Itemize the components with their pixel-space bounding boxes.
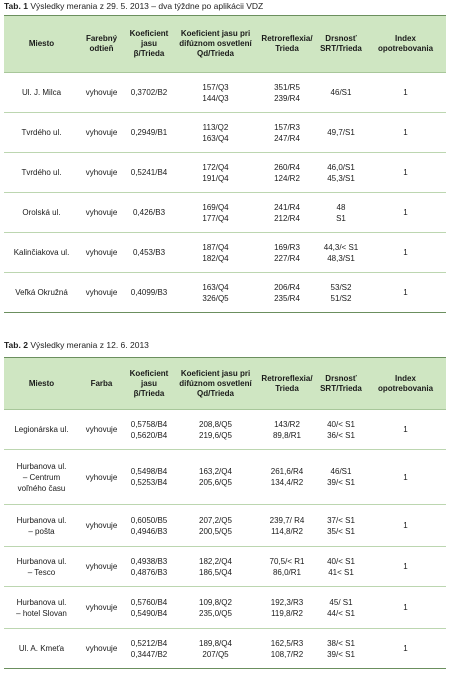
table2-caption — [4, 340, 149, 350]
table1-caption — [4, 1, 263, 11]
table2-header-line: Trieda — [275, 383, 299, 393]
table1-header-line: opotrebovania — [377, 44, 434, 53]
table1-header-index — [365, 16, 446, 73]
table2-header-line: Farba — [90, 378, 113, 388]
table2-cell-index — [365, 629, 446, 669]
table2-header-line: Drsnosť — [325, 373, 357, 383]
table2-cell-line: Ul. A. Kmeťa — [18, 644, 65, 653]
table1-cell-line: vyhovuje — [85, 248, 118, 257]
table1-cell-line: 212/R4 — [274, 213, 300, 223]
table2-cell-line: vyhovuje — [85, 472, 118, 482]
table2-header-line: β/Trieda — [133, 388, 165, 398]
table2-cell-line: 0,5253/B4 — [130, 478, 168, 487]
table1-cell-srt — [317, 233, 365, 273]
table2-cell-line: 1 — [403, 521, 408, 530]
table1-cell-line: 45,3/S1 — [327, 173, 355, 183]
table1-header-farba — [79, 16, 124, 73]
table1-cell-miesto — [4, 153, 79, 193]
table2-header-srt — [317, 358, 365, 410]
table1-cell-line: 182/Q4 — [202, 253, 229, 263]
table1-cell-qd — [174, 73, 257, 113]
table1-cell-line: 1 — [403, 288, 408, 297]
table1-cell-line: 172/Q4 — [202, 162, 229, 172]
table1-header-srt — [317, 16, 365, 73]
table1-header-line: Koeficient — [129, 29, 169, 38]
table2-cell-farba — [79, 629, 124, 669]
table1-cell-beta — [124, 113, 174, 153]
table1-cell-line: 191/Q4 — [202, 173, 229, 183]
table1-header-line: Qd/Trieda — [197, 49, 234, 58]
table1-cell-line: 53/S2 — [330, 282, 352, 292]
table1-header-line: odtieň — [89, 44, 114, 53]
table1-cell-line: 326/Q5 — [202, 293, 229, 303]
table2-header-line: SRT/Trieda — [320, 383, 362, 393]
table2-cell-beta — [124, 629, 174, 669]
table2-cell-srt — [317, 587, 365, 629]
table2-header-qd — [174, 358, 257, 410]
table-row — [4, 547, 446, 587]
table2-cell-line: 114,8/R2 — [271, 526, 303, 536]
table1-cell-line: 1 — [403, 208, 408, 217]
table1-cell-line: 260/R4 — [274, 162, 300, 172]
table1-cell-miesto — [4, 273, 79, 313]
table1-cell-line: 1 — [403, 248, 408, 257]
table1-header-line: Trieda — [275, 44, 299, 53]
table2-cell-line: 0,4876/B3 — [130, 567, 168, 577]
table1-cell-beta — [124, 193, 174, 233]
table2-cell-beta — [124, 505, 174, 547]
table2-cell-line: 108,7/R2 — [270, 649, 304, 659]
table2-cell-retro — [257, 505, 317, 547]
table2-header-index — [365, 358, 446, 410]
table2-cell-line: 207/Q5 — [202, 649, 229, 659]
table2-cell-line: 143/R2 — [274, 419, 300, 429]
table2-cell-line: 189,8/Q4 — [199, 638, 232, 648]
table1-cell-index — [365, 193, 446, 233]
table2-cell-line: Hurbanova ul. — [16, 556, 67, 566]
table2-cell-index — [365, 410, 446, 450]
table2-cell-line: 186,5/Q4 — [199, 567, 232, 577]
table1-cell-farba — [79, 113, 124, 153]
table1-header-line: Koeficient jasu pri — [180, 29, 251, 38]
table2-cell-line: 1 — [403, 425, 408, 434]
table2-cell-line: 261,6/R4 — [270, 467, 304, 476]
table2-cell-srt — [317, 629, 365, 669]
table1-header-line: SRT/Trieda — [320, 44, 362, 53]
table2-cell-line: 0,5498/B4 — [130, 467, 168, 476]
table1-cell-line: 1 — [403, 128, 408, 137]
table2-cell-retro — [257, 629, 317, 669]
table2-cell-index — [365, 547, 446, 587]
table2-cell-qd — [174, 505, 257, 547]
table1-cell-retro — [257, 233, 317, 273]
table2-cell-line: 207,2/Q5 — [199, 515, 232, 525]
table2-cell-line: voľného času — [17, 483, 66, 493]
table2-cell-line: 0,4946/B3 — [130, 526, 168, 536]
table1-cell-retro — [257, 273, 317, 313]
table2-header-line: Miesto — [28, 378, 55, 388]
table2-cell-line: – Tesco — [27, 567, 56, 577]
table2-cell-line: – Centrum — [22, 472, 61, 482]
table1-cell-line: 48 — [336, 202, 346, 212]
table1-cell-line: 206/R4 — [274, 282, 300, 292]
table2-cell-line: – hotel Slovan — [16, 608, 67, 618]
table1-cell-line: 144/Q3 — [202, 93, 229, 103]
table2-cell-line: vyhovuje — [85, 425, 118, 434]
table1-cell-line: S1 — [336, 213, 346, 223]
table1-header-line: jasu — [140, 39, 157, 48]
table2-body — [4, 410, 446, 669]
table2-cell-beta — [124, 587, 174, 629]
table1-cell-retro — [257, 73, 317, 113]
table2-cell-farba — [79, 505, 124, 547]
table-row — [4, 73, 446, 113]
table2-cell-line: 0,5760/B4 — [130, 597, 168, 607]
table2-cell-line: 70,5/< R1 — [269, 556, 305, 566]
table2-cell-line: 1 — [403, 562, 408, 571]
table2-cell-miesto — [4, 410, 79, 450]
table2-cell-line: 162,5/R3 — [270, 638, 304, 648]
table2-cell-retro — [257, 547, 317, 587]
table2-cell-index — [365, 587, 446, 629]
table2-header-miesto — [4, 358, 79, 410]
table2-cell-line: Hurbanova ul. — [16, 461, 67, 471]
table1-cell-retro — [257, 193, 317, 233]
table1-cell-line: 1 — [403, 168, 408, 177]
table1-cell-line: vyhovuje — [85, 128, 118, 137]
table-row — [4, 587, 446, 629]
table2-cell-beta — [124, 547, 174, 587]
table2-cell-line: 163,2/Q4 — [199, 467, 232, 476]
table2-cell-line: 235,0/Q5 — [199, 608, 232, 618]
table1-cell-line: 0,3702/B2 — [130, 88, 168, 97]
table1-cell-index — [365, 233, 446, 273]
table1-caption-label: Tab. 1 — [4, 1, 28, 11]
table1-cell-line: 51/S2 — [330, 293, 352, 303]
table1-cell-line: 1 — [403, 88, 408, 97]
table2-cell-line: 45/ S1 — [329, 597, 353, 607]
table1-cell-line: 351/R5 — [274, 82, 300, 92]
table1-cell-line: 241/R4 — [274, 202, 300, 212]
table2-cell-line: 39/< S1 — [327, 478, 355, 487]
table2-cell-line: Hurbanova ul. — [16, 597, 67, 607]
table2-header-line: Koeficient — [129, 368, 169, 378]
table1-cell-line: 177/Q4 — [202, 213, 229, 223]
table1-cell-line: Kalinčiakova ul. — [13, 248, 70, 257]
table2-cell-line: 40/< S1 — [327, 419, 355, 429]
table2-cell-miesto — [4, 547, 79, 587]
table1-header-qd — [174, 16, 257, 73]
table2-cell-line: 0,5490/B4 — [130, 608, 168, 618]
table1-cell-miesto — [4, 233, 79, 273]
table2-cell-miesto — [4, 629, 79, 669]
table2-cell-beta — [124, 410, 174, 450]
table1-cell-qd — [174, 113, 257, 153]
table2-cell-line: 1 — [403, 472, 408, 482]
table-row — [4, 113, 446, 153]
table2-cell-line: 0,6050/B5 — [130, 515, 168, 525]
table2-cell-line: 38/< S1 — [327, 638, 355, 648]
table2-header-row — [4, 358, 446, 410]
table2-header-farba — [79, 358, 124, 410]
table2-cell-srt — [317, 547, 365, 587]
table1-cell-retro — [257, 113, 317, 153]
table2-cell-line: 239,7/ R4 — [269, 515, 305, 525]
table1-header-beta — [124, 16, 174, 73]
table1-cell-miesto — [4, 113, 79, 153]
table2-header-line: Index — [395, 373, 416, 383]
table2-cell-line: 46/S1 — [330, 467, 352, 476]
table2-cell-line: 89,8/R1 — [272, 430, 302, 440]
table-row — [4, 450, 446, 505]
table1-cell-line: vyhovuje — [85, 168, 118, 177]
table1-cell-line: 46/S1 — [330, 88, 352, 97]
table2-cell-qd — [174, 629, 257, 669]
table1-header-line: β/Trieda — [133, 49, 165, 58]
table1-cell-beta — [124, 73, 174, 113]
table2-cell-srt — [317, 450, 365, 505]
table1-header-line: difúznom osvetlení — [179, 39, 252, 48]
table1-body — [4, 73, 446, 313]
table-row — [4, 410, 446, 450]
table2-cell-line: vyhovuje — [85, 644, 118, 653]
table2-header-line: opotrebovania — [377, 383, 434, 393]
table2-cell-line: vyhovuje — [85, 521, 118, 530]
table2-cell-index — [365, 450, 446, 505]
table1-cell-farba — [79, 233, 124, 273]
table2-header-line: Retroreflexia/ — [261, 373, 313, 383]
table1-cell-line: 46,0/S1 — [327, 162, 355, 172]
table2-cell-line: 0,5758/B4 — [130, 419, 168, 429]
table2-cell-retro — [257, 410, 317, 450]
table1-cell-line: 157/Q3 — [202, 82, 229, 92]
table1-cell-index — [365, 73, 446, 113]
table2-cell-line: 36/< S1 — [327, 430, 355, 440]
table2-cell-line: 134,4/R2 — [270, 478, 304, 487]
table2-cell-line: 1 — [403, 603, 408, 612]
table1-cell-line: 169/R3 — [274, 242, 300, 252]
table1-cell-miesto — [4, 73, 79, 113]
table1-cell-index — [365, 113, 446, 153]
table-row — [4, 273, 446, 313]
table1-cell-index — [365, 153, 446, 193]
table1-cell-qd — [174, 193, 257, 233]
table1-cell-beta — [124, 153, 174, 193]
table1-cell-qd — [174, 273, 257, 313]
table2-header-line: Koeficient jasu pri — [180, 368, 251, 378]
table1-cell-line: vyhovuje — [85, 88, 118, 97]
table-row — [4, 153, 446, 193]
table2-cell-line: 86,0/R1 — [272, 567, 302, 577]
table1-cell-line: 0,4099/B3 — [130, 288, 168, 297]
table1-cell-beta — [124, 233, 174, 273]
table1-cell-line: 157/R3 — [274, 122, 300, 132]
table2-header-line: Qd/Trieda — [197, 388, 234, 398]
table2-cell-qd — [174, 450, 257, 505]
table2-caption-label: Tab. 2 — [4, 340, 28, 350]
table2-cell-beta — [124, 450, 174, 505]
table2-cell-line: – pošta — [28, 526, 55, 536]
table1-header-line: Farebný — [85, 34, 118, 43]
table1-cell-srt — [317, 193, 365, 233]
table2-cell-farba — [79, 450, 124, 505]
table1-header-retro — [257, 16, 317, 73]
table-row — [4, 629, 446, 669]
table2-cell-farba — [79, 547, 124, 587]
table1-cell-line: 44,3/< S1 — [323, 242, 359, 252]
table2-header-line: difúznom osvetlení — [179, 378, 252, 388]
table1-cell-srt — [317, 73, 365, 113]
table2-cell-line: 205,6/Q5 — [199, 478, 232, 487]
table1-header-row — [4, 16, 446, 73]
table1-cell-line: Ul. J. Milca — [21, 88, 62, 97]
table1-cell-line: 247/R4 — [274, 133, 300, 143]
table-row — [4, 233, 446, 273]
table1-cell-line: 187/Q4 — [202, 242, 229, 252]
table1-cell-line: 0,426/B3 — [132, 208, 166, 217]
table2-cell-qd — [174, 547, 257, 587]
table1-cell-retro — [257, 153, 317, 193]
table2-cell-line: 41< S1 — [328, 567, 354, 577]
table2-cell-line: 119,8/R2 — [271, 608, 303, 618]
table1-cell-qd — [174, 153, 257, 193]
table2-cell-qd — [174, 587, 257, 629]
table1-cell-line: 239/R4 — [274, 93, 300, 103]
table2-cell-index — [365, 505, 446, 547]
table1-cell-miesto — [4, 193, 79, 233]
table1-cell-line: Orolská ul. — [22, 208, 61, 217]
table1-cell-beta — [124, 273, 174, 313]
table1-cell-line: 163/Q4 — [202, 282, 229, 292]
table1-cell-farba — [79, 153, 124, 193]
table2-cell-line: 192,3/R3 — [270, 597, 304, 607]
table1-cell-line: 48,3/S1 — [327, 253, 355, 263]
table2-cell-line: 39/< S1 — [327, 649, 355, 659]
table1-cell-line: 235/R4 — [274, 293, 300, 303]
table2-cell-farba — [79, 410, 124, 450]
table2-cell-srt — [317, 505, 365, 547]
table-row — [4, 505, 446, 547]
table1-cell-farba — [79, 273, 124, 313]
table2-cell-line: 182,2/Q4 — [199, 556, 232, 566]
table2-cell-line: 200,5/Q5 — [199, 526, 232, 536]
table1-cell-line: 227/R4 — [274, 253, 300, 263]
table2-cell-line: 35/< S1 — [327, 526, 355, 536]
table1-cell-line: vyhovuje — [85, 208, 118, 217]
table1-header-line: Drsnosť — [325, 34, 357, 43]
table2-cell-line: vyhovuje — [85, 603, 118, 612]
table-row — [4, 193, 446, 233]
table1-cell-line: Tvrdého ul. — [21, 128, 62, 137]
table1-cell-line: 0,5241/B4 — [130, 168, 168, 177]
table1-cell-line: 0,2949/B1 — [130, 128, 168, 137]
table2-header-beta — [124, 358, 174, 410]
table2-cell-farba — [79, 587, 124, 629]
table1-header-line: Retroreflexia/ — [261, 34, 313, 43]
table1-cell-srt — [317, 113, 365, 153]
table2 — [4, 357, 446, 669]
table2-cell-line: 40/< S1 — [327, 556, 355, 566]
table2-cell-retro — [257, 587, 317, 629]
table1-header-line: Index — [395, 34, 416, 43]
table2-cell-line: 1 — [403, 644, 408, 653]
table2-cell-srt — [317, 410, 365, 450]
table1-cell-farba — [79, 193, 124, 233]
table2-cell-line: 0,4938/B3 — [130, 556, 168, 566]
table1-header-miesto — [4, 16, 79, 73]
table2-header-line: jasu — [140, 378, 157, 388]
table2-cell-line: 109,8/Q2 — [199, 597, 232, 607]
table1-cell-line: 124/R2 — [274, 173, 300, 183]
table2-cell-miesto — [4, 450, 79, 505]
table1-cell-qd — [174, 233, 257, 273]
table2-cell-retro — [257, 450, 317, 505]
table1-cell-line: 113/Q2 — [202, 122, 229, 132]
table1-cell-line: 163/Q4 — [202, 133, 229, 143]
table1 — [4, 15, 446, 313]
table2-cell-miesto — [4, 505, 79, 547]
table1-header-line: Miesto — [28, 39, 55, 48]
table1-cell-line: Tvrdého ul. — [21, 168, 62, 177]
table2-cell-line: 219,6/Q5 — [199, 430, 232, 440]
table2-cell-qd — [174, 410, 257, 450]
table2-caption-text: Výsledky merania z 12. 6. 2013 — [30, 340, 149, 350]
table1-cell-line: 169/Q4 — [202, 202, 229, 212]
table1-cell-line: 49,7/S1 — [327, 128, 355, 137]
table1-cell-line: Veľká Okružná — [15, 288, 68, 297]
table2-cell-line: 0,5620/B4 — [130, 430, 168, 440]
table2-cell-line: Legionárska ul. — [14, 425, 69, 434]
table2-cell-line: vyhovuje — [85, 562, 118, 571]
table1-cell-line: 0,453/B3 — [132, 248, 166, 257]
table2-cell-line: 37/< S1 — [327, 515, 355, 525]
table1-cell-srt — [317, 153, 365, 193]
table1-cell-farba — [79, 73, 124, 113]
table1-cell-line: vyhovuje — [85, 288, 118, 297]
table2-cell-line: 0,5212/B4 — [130, 638, 168, 648]
table2-cell-miesto — [4, 587, 79, 629]
table2-cell-line: 0,3447/B2 — [130, 649, 168, 659]
table1-caption-text: Výsledky merania z 29. 5. 2013 – dva týždne po aplikácii VDZ — [30, 1, 264, 11]
table2-cell-line: 44/< S1 — [327, 608, 355, 618]
table2-cell-line: 208,8/Q5 — [199, 419, 232, 429]
table2-header-retro — [257, 358, 317, 410]
table1-cell-index — [365, 273, 446, 313]
table1-cell-srt — [317, 273, 365, 313]
table2-cell-line: Hurbanova ul. — [16, 515, 67, 525]
